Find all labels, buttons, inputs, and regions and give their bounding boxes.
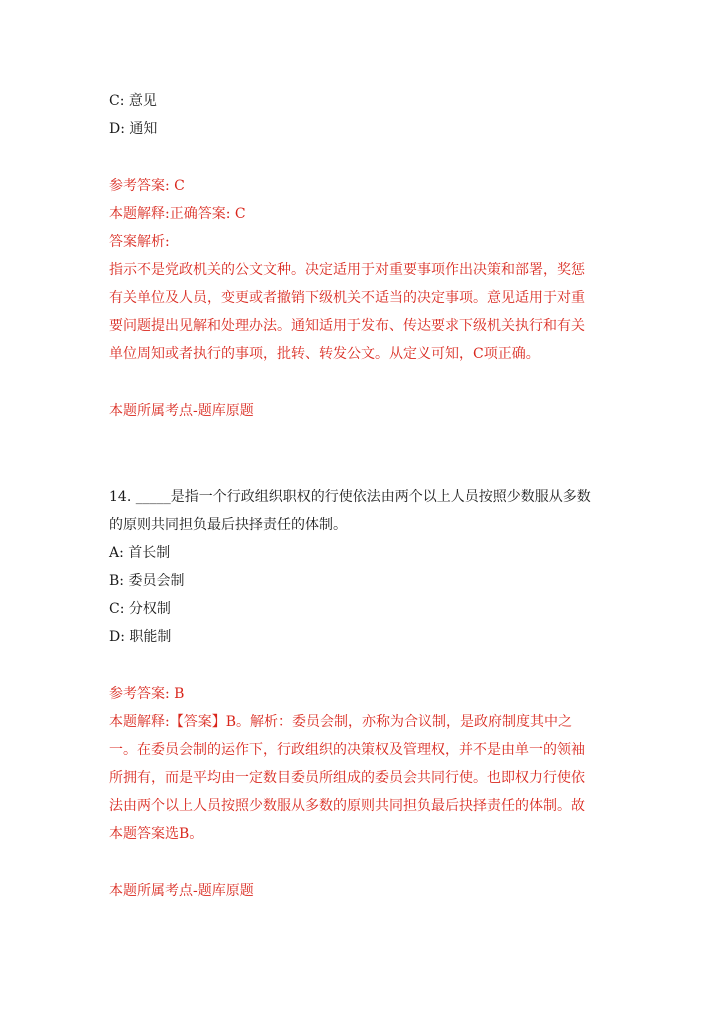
q13-source: 本题所属考点-题库原题 [109, 403, 254, 419]
q14-option-b: B: 委员会制 [109, 573, 185, 589]
q14-option-c: C: 分权制 [109, 601, 171, 617]
q14-source: 本题所属考点-题库原题 [109, 883, 254, 899]
q13-answer: 参考答案: C [109, 178, 185, 194]
q13-analysis-line: 有关单位及人员，变更或者撤销下级机关不适当的决定事项。意见适用于对重 [109, 290, 585, 306]
q14-answer: 参考答案: B [109, 686, 185, 702]
q14-explanation-line: 本题答案选B。 [109, 826, 204, 842]
q13-analysis-label: 答案解析: [109, 234, 170, 250]
q13-analysis-line: 指示不是党政机关的公文文种。决定适用于对重要事项作出决策和部署，奖惩 [109, 262, 585, 278]
q13-analysis-line: 要问题提出见解和处理办法。通知适用于发布、传达要求下级机关执行和有关 [109, 318, 585, 334]
q14-option-d: D: 职能制 [109, 629, 172, 645]
q13-analysis-line: 单位周知或者执行的事项，批转、转发公文。从定义可知，C项正确。 [109, 346, 540, 362]
q13-explanation-label: 本题解释:正确答案: C [109, 206, 246, 222]
q13-option-d: D: 通知 [109, 121, 158, 137]
q14-explanation-line: 所拥有，而是平均由一定数目委员所组成的委员会共同行使。也即权力行使依 [109, 770, 585, 786]
q14-explanation-line: 法由两个以上人员按照少数服从多数的原则共同担负最后抉择责任的体制。故 [109, 798, 585, 814]
q14-stem-line: 的原则共同担负最后抉择责任的体制。 [109, 517, 347, 533]
q14-option-a: A: 首长制 [109, 545, 171, 561]
q14-explanation-line: 一。在委员会制的运作下，行政组织的决策权及管理权，并不是由单一的领袖 [109, 742, 585, 758]
q14-explanation-line: 本题解释:【答案】B。解析：委员会制，亦称为合议制，是政府制度其中之 [109, 714, 573, 730]
q13-option-c: C: 意见 [109, 93, 157, 109]
q14-stem-line: 14. _____是指一个行政组织职权的行使依法由两个以上人员按照少数服从多数 [109, 489, 591, 505]
